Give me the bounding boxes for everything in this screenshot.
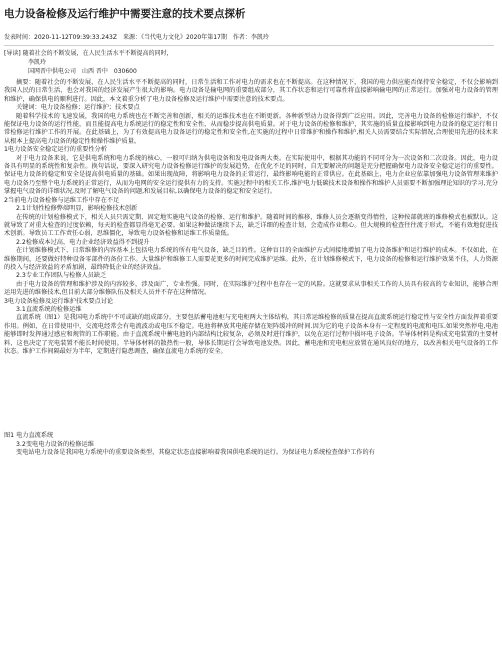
figure-placeholder [4,356,498,432]
article-page [4,8,498,458]
body-paragraph: 直流系统（图1）是我国电力系统中不可或缺的组成部分，主要包括蓄电池柜与充电柜两大主体结构，其日常运维检修的质量在提高直流系统运行稳定性与安全性方面发挥着重要作用。例如，在日常使用中，交流电经常会有电流波动或电压不稳定。电池将释放其电能存储在矩阵缓冲的时间.因为它的电子设备本身有一定程度的电流和电压.如果突然停电,电池能够即时发挥通过感应和规管的工作职能。由于直流系统中蓄电池的内部结构比较复杂，必须及时进行维护，以免在运行过程中损坏电子设备。半导体材料是构成充电装置的主要材料，这也决定了充电装置不能长时间使用。半导体材料的散热性一般，导体长期运行会导致电池发热。因此，蓄电池和充电柜应放置在通风良好的地方，以改善相关电气设备的工作状态。维护工作间隔最好为半年，定期进行隐患调查，确保直流电力系统的安全。 [4,314,498,355]
author-affiliation: 国网晋中供电公司 山西 晋中 030600 [28,68,137,75]
divider [4,45,494,46]
author-name: 李凯玲 [28,59,47,66]
section-heading: 2.2检修成本过高，电力企业经济效益得不到提升 [16,238,150,246]
publish-info: 发表时间：2020-11-12T09:39:33.243Z 来源：《当代电力文化》2020年第17期 作者：李凯玲 [4,34,269,41]
section-heading: 1电力设备安全稳定运行的重要性分析 [4,146,107,154]
body-paragraph: 随着科学技术的飞速发展，我国的电力系统也在不断完善和创新，相关的运维技术也在不断更新。各种新型动力设备得到广泛应用。因此，完善电力设备的检修运行维护，不仅能保证电力设备的运行性能，而且能提高电力系统运行的稳定性和安全性，从而稳步提高供电质量。对于电力设备的检修和维护，其实施的质量直接影响到电力设备的稳定运行和日常检修运行维护工作的开展。在此基础上，为了有效提高电力设备运行的稳定性和安全性,在实施的过程中日常维护和操作和维护,相关人员需要结合实际情况,合理使用先进的技术来从根本上提高电力设备的稳定性和操作维护质量。 [4,112,498,145]
figure-caption: 图1 电力直流系统 [4,432,54,440]
article-title: 电力设备检修及运行维护中需要注意的技术要点探析 [4,8,246,20]
keywords: 关键词：电力设备检修；运行维护；技术要点 [16,104,140,112]
section-heading: 3电力设备检修及运行维护技术要点讨论 [4,297,114,305]
body-paragraph: 由于电力设备的管理和维护涉及的内容较多，涉及面广，专业性强。同时，在实际维护过程中也存在一定的风险。这就要求从事相关工作的人员具有较高的专业知识，能够合理运用先进的维修技术,但目前大部分维修队伍及相关人员并不存在这种情况。 [4,280,498,297]
article-body [4,113,498,458]
body-paragraph: 变电站电力设备是我国电力系统中的重要设备类型，其稳定状态直接影响着我国供电系统的运行。为保证电力系统检查保护工作的有 [16,449,375,457]
body-paragraph: 在传统的计划检修模式下，相关人员只需定期、固定地实施电气设备的检修、运行和维护。随着时间的推移，维修人员会逐渐变得惰性，这种按部就班的维修模式也被默认。这就导致了对重大检查的过度依赖，每天的检查都显得毫无必要。如果这种做法继续下去，缺乏详细的检查计划，会造成作业粗心。但大规模的检查往往流于形式，不能有效地促进技术创新。导致员工工作责任心弱，思维僵化，导致电力设备检修和运维工作质量低。 [4,213,498,238]
section-heading: 2.1计划性检修弊端明显，影响检修技术创新 [16,205,138,213]
section-heading: 3.2变电电力设备的检修运维 [16,440,94,448]
section-heading: 2.3专业工作团队与检修人员缺乏 [16,272,107,280]
section-heading: 3.1直流系统的检修运维 [16,305,82,313]
section-heading: 2当前电力设备检修与运维工作中存在不足 [4,196,120,204]
abstract: 摘要：随着社会的不断发展，在人民生活水平不断提高的同时，日常生活和工作对电力的需求也在不断提高。在这种情况下，我国的电力供应能否保持安全稳定，不仅会影响到我国人民的日常生活，也会对我国的经济发展产生很大的影响。电力设备是输电网的重要组成部分，其工作状态和运行可靠性将直接影响输电网的正常运行。加强对电力设备的管理和维护，确保供电的顺利进行。因此，本文着重分析了电力设备检修及运行维护中需要注意的技术要点。 [4,79,498,103]
body-paragraph: 在计划维修模式下，日常维修的内容基本上包括电力系统的所有电气设备，缺乏目的性。这种盲目的全面维护方式间接地增加了电力设备维护和运行维护的成本。不仅如此，在维修期间，还要做好特种设备零部件的备份工作。大量维护和维修工人需要花更多的时间完成维护运维。此外，在计划维修模式下，电力设备的检修和运行维护效果不佳，人力资源的投入与经济效益的矛盾加剧，最终降低企业的经济效益。 [4,247,498,271]
guide-line: [导读] 随着社会的不断发展，在人民生活水平不断提高的同时， [4,50,173,57]
body-paragraph: 对于电力设备来说，它是供电系统和电力系统的核心，一般可归纳为供电设备和发电设备两大类。在实际使用中，根据其功能的不同可分为一次设备和二次设备。因此，电力设备具有明显的系统性和复杂性。换句话说，要深入研究电力设备检修运行维护的发展趋势，在优化不足的同时，自无要解决的问题是充分把握确保电力设备安全稳定运行的重要性。保证电力设备的稳定和安全是提高供电质量的基础。如果出现故障，将影响电力设备的正常运行，最终影响电能的正常供应。在此基础上，电力企业应依靠加强电力设备管理来维护电力设备乃至整个电力系统的正常运行，从而为电网的安全运行提供有力的支持。实施过程中的相关工作,维护电力低碳技术设备和操作和维护人员需要不断加强理论知识的学习,充分掌握电气设备的详细状况,及时了解电气设备的问题,和发展目标,以确保电力设备的稳定和安全运行。 [4,154,498,196]
